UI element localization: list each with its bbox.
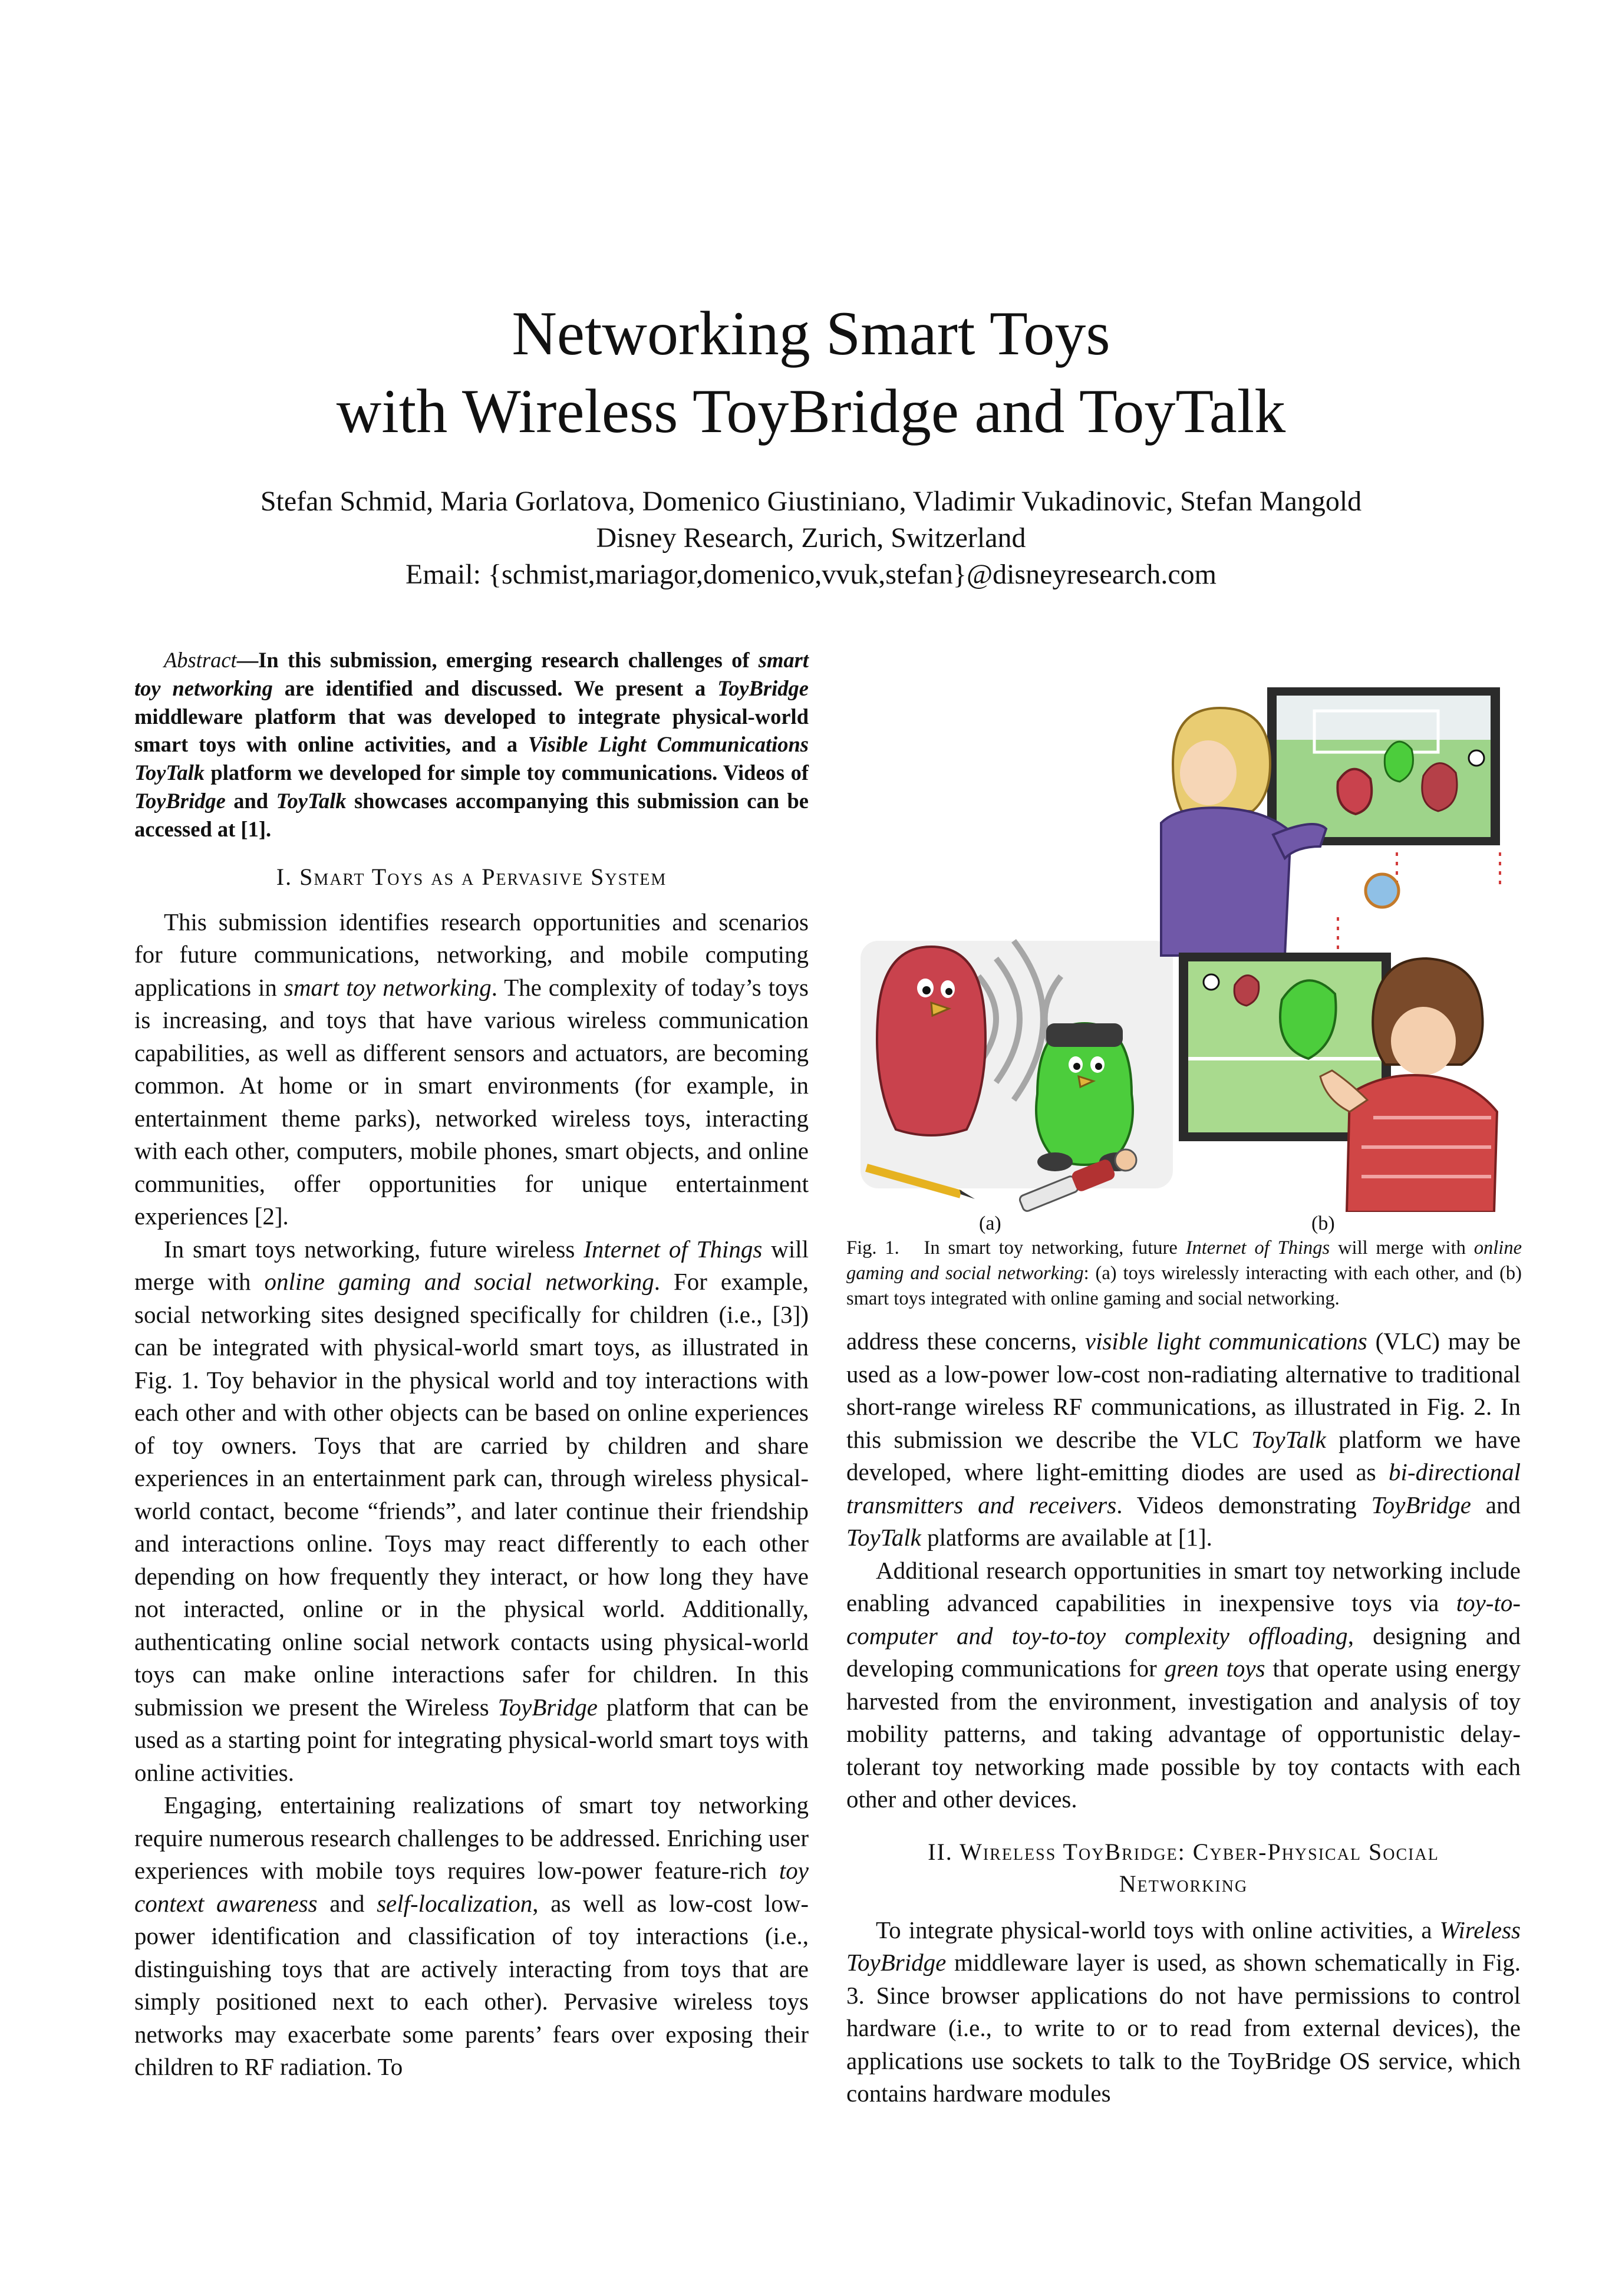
figure-1 bbox=[843, 646, 1522, 1309]
body-em: online gaming and social networking bbox=[264, 1268, 654, 1296]
body-em: toy-to-computer and toy-to-toy complexity offloading bbox=[846, 1589, 1521, 1649]
body-em: ToyBridge bbox=[1371, 1491, 1471, 1518]
caption-em: online gaming and social networking bbox=[846, 1237, 1522, 1284]
section-1-paragraph bbox=[134, 1233, 809, 1790]
caption-em: Internet of Things bbox=[1185, 1237, 1330, 1259]
section-1-paragraph bbox=[846, 1554, 1521, 1816]
section-2-paragraph bbox=[846, 1914, 1521, 2110]
body-text: that operate using energy harvested from the environment, investigation and analysis of toy mobility patterns, and taking advantage of opportunistic delay-tolerant toy networking made possible by toy contacts with each other and other devices. bbox=[846, 1655, 1521, 1813]
section-1-paragraph bbox=[134, 906, 809, 1233]
figure-1-illustration bbox=[843, 646, 1522, 1212]
abstract-em: ToyTalk bbox=[276, 788, 347, 813]
body-text: (VLC) may be used as a low-power low-cost non-radiating alternative to traditional short-range wireless RF communications, as illustrated in Fig. 2. In this submission we describe the VLC bbox=[846, 1327, 1521, 1453]
abstract bbox=[134, 646, 809, 844]
right-column bbox=[846, 646, 1521, 2110]
abstract-text: platform we developed for simple toy communications. Videos of bbox=[204, 760, 809, 785]
title-line-2: with Wireless ToyBridge and ToyTalk bbox=[336, 377, 1286, 446]
body-em: Wireless ToyBridge bbox=[846, 1916, 1521, 1976]
body-text: To integrate physical-world toys with online activities, a bbox=[876, 1916, 1440, 1943]
caption-lead: Fig. 1. bbox=[846, 1237, 899, 1259]
body-em: visible light communications bbox=[1084, 1327, 1367, 1355]
caption-text: : (a) toys wirelessly interacting with each other, and (b) smart toys integrated with online gaming and social networking. bbox=[846, 1263, 1522, 1309]
body-em: smart toy networking bbox=[283, 973, 492, 1001]
abstract-text: are identified and discussed. We present a bbox=[272, 676, 718, 700]
abstract-text: —In this submission, emerging research challenges of bbox=[236, 648, 759, 672]
body-text: address these concerns, bbox=[846, 1327, 1085, 1355]
caption-text: In smart toy networking, future bbox=[924, 1237, 1186, 1259]
section-2-heading bbox=[846, 1836, 1521, 1900]
section-1-paragraph bbox=[134, 1789, 809, 2084]
toys-interacting-illustration bbox=[861, 941, 1173, 1212]
body-text: and bbox=[317, 1889, 377, 1917]
abstract-em: ToyBridge bbox=[134, 788, 226, 813]
body-em: ToyBridge bbox=[497, 1693, 598, 1721]
body-em: toy context awareness bbox=[134, 1857, 809, 1917]
body-text: platforms are available at [1]. bbox=[921, 1524, 1212, 1551]
section-1-heading: I. Smart Toys as a Pervasive System bbox=[276, 863, 667, 890]
figure-1-label-b: (b) bbox=[1311, 1213, 1335, 1234]
abstract-em: smart toy networking bbox=[134, 648, 809, 700]
figure-1-caption bbox=[846, 1236, 1522, 1312]
body-em: Internet of Things bbox=[583, 1235, 763, 1263]
author-names: Stefan Schmid, Maria Gorlatova, Domenico Giustiniano, Vladimir Vukadinovic, Stefan Mangold bbox=[260, 486, 1362, 517]
body-text: will merge with bbox=[134, 1235, 809, 1296]
abstract-text: and bbox=[225, 788, 276, 813]
section-2-heading-line-2: Networking bbox=[1119, 1870, 1248, 1897]
section-1-paragraph bbox=[846, 1325, 1521, 1554]
author-block bbox=[0, 483, 1622, 593]
body-em: bi-directional transmitters and receivers bbox=[846, 1458, 1521, 1518]
body-text: Engaging, entertaining realizations of smart toy networking require numerous research challenges to be addressed. Enriching user experiences with mobile toys requires low-power feature-rich bbox=[134, 1791, 809, 1885]
body-text: . For example, social networking sites designed specifically for children (i.e., [3]) can be integrated with physical-world smart toys, as illustrated in Fig. 1. Toy behavior in the physical world and toy interactions with each other and with other objects can be based on online experiences of toy owners. Toys that are carried by children and share experiences in an entertainment park can, through wireless physical-world contact, become “friends”, and later continue their friendship and interactions online. Toys may react differently to each other depending on how frequently they interact, or how long they have not interacted, online or in the physical world. Additionally, authenticating online social network contacts using physical-world toys can make online interactions safer for children. In this submission we present the Wireless bbox=[134, 1268, 809, 1721]
body-text: This submission identifies research opportunities and scenarios for future communications, networking, and mobile computing applications in bbox=[134, 908, 809, 1001]
author-email: Email: {schmist,mariagor,domenico,vvuk,stefan}@disneyresearch.com bbox=[406, 559, 1216, 590]
abstract-em: ToyBridge bbox=[717, 676, 809, 700]
abstract-text: showcases accompanying this submission can be accessed at [1]. bbox=[134, 788, 809, 841]
body-text: platform that can be used as a starting point for integrating physical-world smart toys with online activities. bbox=[134, 1693, 809, 1786]
title-line-1: Networking Smart Toys bbox=[512, 299, 1110, 368]
body-text: In smart toys networking, future wireless bbox=[164, 1235, 584, 1263]
body-text: . The complexity of today’s toys is increasing, and toys that have various wireless communication capabilities, as well as different sensors and actuators, are becoming common. At home or in smart environments (for example, in entertainment theme parks), networked wireless toys, interacting with each other, computers, mobile phones, smart objects, and online communities, offer opportunities for unique entertainment experiences [2]. bbox=[134, 973, 809, 1230]
paper-title bbox=[0, 295, 1622, 450]
figure-1-label-a: (a) bbox=[979, 1213, 1001, 1234]
body-text: , as well as low-cost low-power identification and classification of toy interactions (i.e., distinguishing toys that are actively interacting from toys that are simply positioned next to each other). Pervasive wireless toys networks may exacerbate some parents’ fears over exposing their children to RF radiation. To bbox=[134, 1889, 809, 2081]
abstract-lead: Abstract bbox=[164, 648, 237, 672]
body-text: , designing and developing communications for bbox=[846, 1622, 1521, 1682]
body-text: platform we have developed, where light-emitting diodes are used as bbox=[846, 1425, 1521, 1485]
body-em: ToyTalk bbox=[846, 1524, 921, 1551]
body-text: middleware layer is used, as shown schematically in Fig. 3. Since browser applications do not have permissions to control hardware (i.e., to write to or to read from external devices), the applications use sockets to talk to the ToyBridge OS service, which contains hardware modules bbox=[846, 1949, 1521, 2107]
body-em: ToyTalk bbox=[1251, 1425, 1326, 1453]
abstract-text: middleware platform that was developed to integrate physical-world smart toys with online activities, and a bbox=[134, 704, 809, 757]
section-2-heading-line-1: II. Wireless ToyBridge: Cyber-Physical Social bbox=[928, 1838, 1439, 1865]
left-column bbox=[134, 646, 809, 2084]
abstract-em: Visible Light Communications ToyTalk bbox=[134, 732, 809, 785]
body-text: Additional research opportunities in smart toy networking include enabling advanced capabilities in inexpensive toys via bbox=[846, 1556, 1521, 1616]
author-affiliation: Disney Research, Zurich, Switzerland bbox=[596, 522, 1026, 554]
body-text: . Videos demonstrating bbox=[1116, 1491, 1372, 1518]
online-gaming-illustration bbox=[1161, 687, 1500, 1212]
body-em: self-localization bbox=[377, 1889, 533, 1917]
body-text: and bbox=[1471, 1491, 1521, 1518]
body-em: green toys bbox=[1164, 1655, 1265, 1682]
caption-text: will merge with bbox=[1330, 1237, 1474, 1259]
